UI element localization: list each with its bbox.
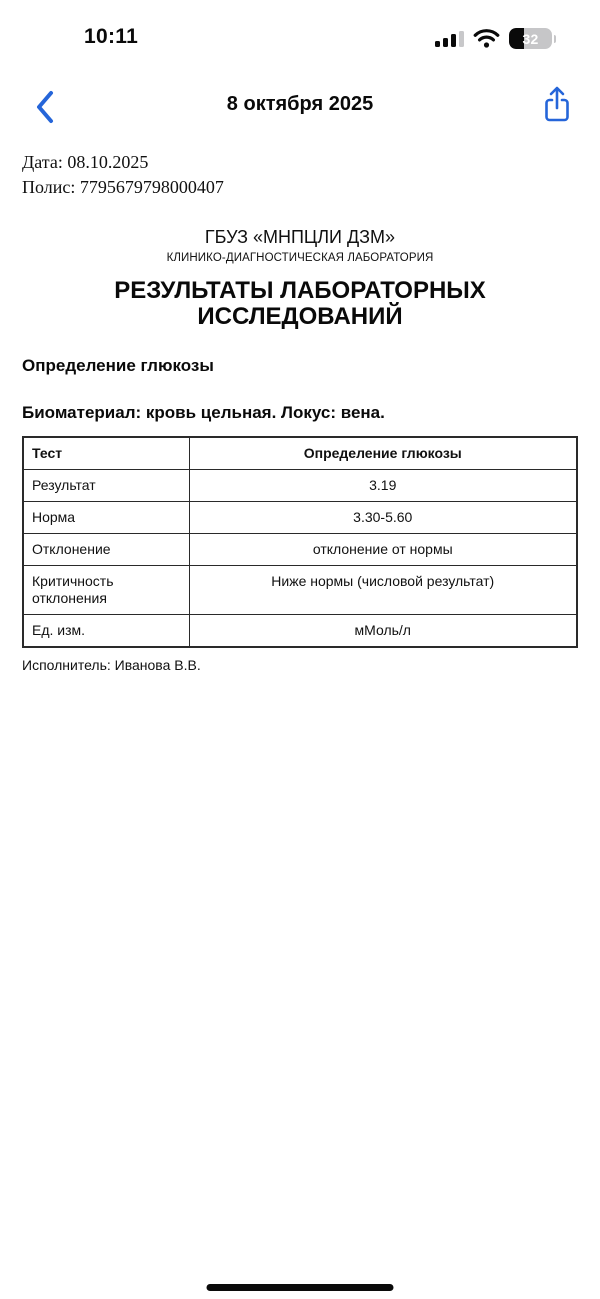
- document-page: [22, 150, 578, 673]
- status-icons: [435, 28, 557, 49]
- table-cell-label: Норма: [23, 502, 189, 534]
- nav-title: 8 октября 2025: [226, 93, 374, 115]
- back-button[interactable]: [28, 88, 62, 128]
- home-indicator[interactable]: [207, 1284, 394, 1291]
- table-cell-label: Отклонение: [23, 534, 189, 566]
- table-cell-label: Результат: [23, 470, 189, 502]
- table-row: [23, 437, 577, 470]
- table-cell-label: Критичность отклонения: [23, 566, 189, 615]
- status-time: 10:11: [84, 25, 139, 48]
- table-cell-value: 3.30-5.60: [189, 502, 577, 534]
- navigation-bar: [0, 80, 600, 136]
- document-policy-line: Полис: 7795679798000407: [22, 177, 224, 197]
- share-button[interactable]: [538, 83, 576, 129]
- organization-name: ГБУЗ «МНПЦЛИ ДЗМ»: [204, 227, 396, 247]
- document-title: РЕЗУЛЬТАТЫ ЛАБОРАТОРНЫХ ИССЛЕДОВАНИЙ: [114, 277, 486, 330]
- battery-percent: 32: [522, 30, 539, 47]
- table-cell-label: Ед. изм.: [23, 615, 189, 648]
- executor-line: Исполнитель: Иванова В.В.: [22, 657, 201, 673]
- table-row: [23, 470, 577, 502]
- table-cell-value: отклонение от нормы: [189, 534, 577, 566]
- table-cell-label: Тест: [23, 437, 189, 470]
- table-row: [23, 502, 577, 534]
- status-bar: [0, 0, 600, 62]
- table-cell-value: Ниже нормы (числовой результат): [189, 566, 577, 615]
- wifi-icon: [473, 29, 500, 48]
- organization-subtitle: КЛИНИКО-ДИАГНОСТИЧЕСКАЯ ЛАБОРАТОРИЯ: [166, 252, 434, 264]
- share-icon: [541, 84, 573, 126]
- document-date-line: Дата: 08.10.2025: [22, 152, 149, 172]
- battery-nub: [554, 35, 557, 43]
- chevron-left-icon: [34, 88, 56, 126]
- results-table: [22, 436, 578, 648]
- cellular-signal-icon: [435, 31, 465, 47]
- biomaterial-line: Биоматериал: кровь цельная. Локус: вена.: [22, 403, 385, 422]
- table-cell-value: Определение глюкозы: [189, 437, 577, 470]
- table-row: [23, 566, 577, 615]
- battery-icon: [509, 28, 556, 49]
- table-row: [23, 615, 577, 648]
- table-row: [23, 534, 577, 566]
- table-cell-value: 3.19: [189, 470, 577, 502]
- table-cell-value: мМоль/л: [189, 615, 577, 648]
- section-heading: Определение глюкозы: [22, 356, 214, 375]
